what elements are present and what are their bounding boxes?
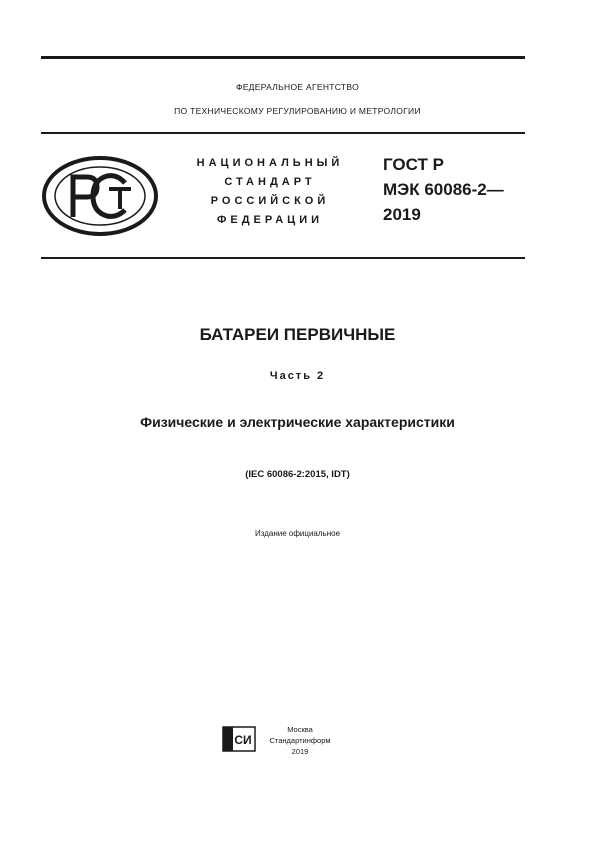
designation-line-2: МЭК 60086-2— <box>383 180 504 199</box>
edition-note: Издание официальное <box>254 529 341 538</box>
publisher-name: Стандартинформ <box>269 736 331 745</box>
designation-line-1: ГОСТ Р <box>383 155 444 174</box>
designation-line-3: 2019 <box>383 205 421 224</box>
document-title: БАТАРЕИ ПЕРВИЧНЫЕ <box>199 325 396 344</box>
document-reference: (IEC 60086-2:2015, IDT) <box>245 469 350 480</box>
publisher-block <box>268 724 332 757</box>
agency-line-2: ПО ТЕХНИЧЕСКОМУ РЕГУЛИРОВАНИЮ И МЕТРОЛОГИИ <box>174 106 421 116</box>
publisher-logo-text: СИ <box>234 733 252 747</box>
standard-line-1: НАЦИОНАЛЬНЫЙ <box>196 157 344 169</box>
national-standard-block <box>180 154 360 230</box>
agency-line-1: ФЕДЕРАЛЬНОЕ АГЕНТСТВО <box>235 82 360 92</box>
publisher-city: Москва <box>287 725 313 734</box>
document-subtitle: Физические и электрические характеристики <box>140 414 455 430</box>
publisher-year: 2019 <box>291 747 309 756</box>
title-block-rule <box>41 257 525 259</box>
rst-certification-mark-icon <box>41 155 159 237</box>
standard-designation <box>383 152 504 227</box>
standard-line-2: СТАНДАРТ <box>224 176 316 188</box>
standard-line-3: РОССИЙСКОЙ <box>210 195 330 207</box>
standard-line-4: ФЕДЕРАЦИИ <box>216 214 324 226</box>
document-part: Часть 2 <box>269 370 326 382</box>
standartinform-logo-icon <box>222 726 256 752</box>
header-rule <box>41 132 525 134</box>
top-rule <box>41 56 525 59</box>
